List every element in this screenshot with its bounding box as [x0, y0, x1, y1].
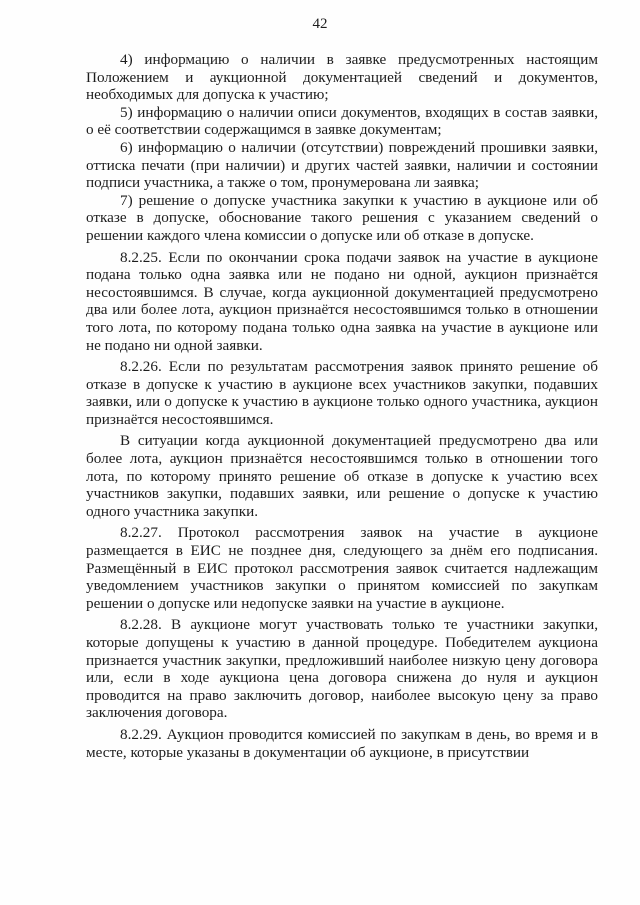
document-body	[86, 51, 598, 761]
page-number: 42	[312, 16, 328, 32]
paragraph-8-2-29: 8.2.29. Аукцион проводится комиссией по закупкам в день, во время и в месте, которые указаны в документации об аукционе, в присутствии	[86, 725, 598, 761]
paragraph-item-4: 4) информацию о наличии в заявке предусмотренных настоящим Положением и аукционной документацией сведений и документов, необходимых для допуска к участию;	[86, 51, 598, 104]
paragraph-8-2-25: 8.2.25. Если по окончании срока подачи заявок на участие в аукционе подана только одна заявка или не подано ни одной, аукцион признаётся несостоявшимся. В случае, когда аукционной документацией предусмотрено два или более лота, аукцион признаётся несостоявшимся только в отношении того лота, по которому подана только одна заявка на участие в аукционе или не подано ни одной заявки.	[86, 248, 598, 354]
paragraph-item-5: 5) информацию о наличии описи документов, входящих в состав заявки, о её соответствии содержащимся в заявке документам;	[86, 103, 598, 139]
paragraph-item-6: 6) информацию о наличии (отсутствии) повреждений прошивки заявки, оттиска печати (при наличии) и других частей заявки, наличии и состоянии подписи участника, а также о том, пронумерована ли заявка;	[86, 138, 598, 192]
paragraph-8-2-26-continued: В ситуации когда аукционной документацией предусмотрено два или более лота, аукцион признаётся несостоявшимся только в отношении того лота, по которому принято решение об отказе в допуске к участию всех участников закупки, подавших заявки, или решение о допуске к участию одного участника закупки.	[86, 432, 598, 520]
paragraph-item-7: 7) решение о допуске участника закупки к участию в аукционе или об отказе в допуске, обоснование такого решения с указанием сведений о решении каждого члена комиссии о допуске или об отказе в допуске.	[86, 191, 598, 244]
paragraph-8-2-26: 8.2.26. Если по результатам рассмотрения заявок принято решение об отказе в допуске к участию в аукционе всех участников закупки, подавших заявки, или о допуске к участию в аукционе только одного участника, аукцион признаётся несостоявшимся.	[86, 358, 598, 428]
paragraph-8-2-28: 8.2.28. В аукционе могут участвовать только те участники закупки, которые допущены к участию в данной процедуре. Победителем аукциона признается участник закупки, предложивший наиболее низкую цену договора или, если в ходе аукциона цена договора снижена до нуля и аукцион проводится на право заключить договор, наиболее высокую цену за право заключения договора.	[86, 616, 598, 722]
paragraph-8-2-27: 8.2.27. Протокол рассмотрения заявок на участие в аукционе размещается в ЕИС не позднее дня, следующего за днём его подписания. Размещённый в ЕИС протокол рассмотрения заявок считается надлежащим уведомлением участников закупки о принятом комиссией по закупкам решении о допуске или недопуске заявки на участие в аукционе.	[86, 524, 598, 612]
